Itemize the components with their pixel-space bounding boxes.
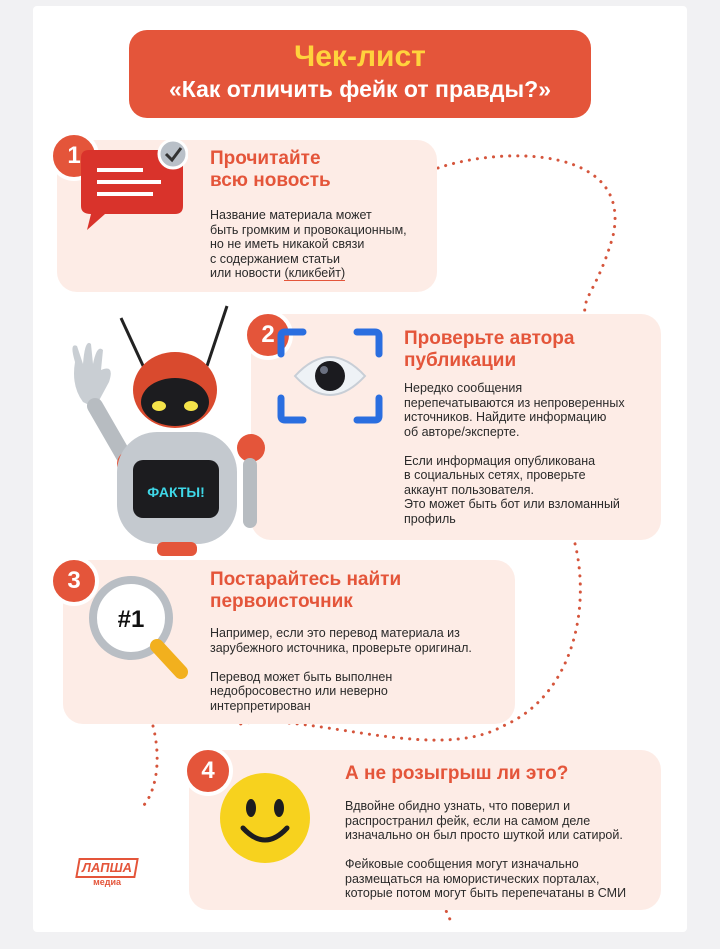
robot-illustration bbox=[55, 298, 285, 558]
step-number-3: 3 bbox=[49, 556, 99, 606]
clickbait-term: (кликбейт) bbox=[284, 266, 346, 280]
title: Чек-лист bbox=[294, 40, 426, 73]
text-4: Вдвойне обидно узнать, что поверил и распространил фейк, если на самом деле изначально он был просто шуткой или сатирой. Фейковые сообщения могут изначально размещаться на юмористических порталах, которые потом могут быть перепечатаны в СМИ bbox=[345, 799, 627, 900]
heading-4: А не розыгрыш ли это? bbox=[345, 763, 569, 784]
robot-screen-text: ФАКТЫ! bbox=[147, 484, 205, 500]
heading-3: Постарайтесь найти первоисточник bbox=[210, 569, 402, 612]
text-1-main: Название материала может быть громким и провокационным, но не иметь никакой связи с содержанием статьи или новости bbox=[210, 208, 407, 280]
text-3: Например, если это перевод материала из зарубежного источника, проверьте оригинал. Перевод может быть выполнен недобросовестно или неверно интерпретирован bbox=[210, 626, 472, 713]
logo-name: ЛАПША bbox=[75, 858, 139, 878]
text-1 bbox=[210, 208, 407, 281]
heading-1: Прочитайте всю новость bbox=[210, 148, 331, 191]
magnifier-text: #1 bbox=[117, 606, 145, 633]
text-2: Нередко сообщения перепечатываются из непроверенных источников. Найдите информацию об авторе/эксперте. Если информация опубликована в социальных сетях, проверьте аккаунт пользователя. Это может быть бот или взломанный профиль bbox=[404, 381, 625, 526]
message-icon bbox=[73, 136, 188, 236]
title-banner bbox=[129, 30, 591, 118]
lapsha-media-logo bbox=[77, 858, 137, 887]
subtitle: «Как отличить фейк от правды?» bbox=[168, 76, 551, 102]
eye-scan-icon bbox=[277, 328, 387, 428]
heading-2: Проверьте автора публикации bbox=[404, 328, 575, 371]
step-number-1: 1 bbox=[49, 131, 99, 181]
magnifier-icon bbox=[85, 574, 195, 684]
infographic-page bbox=[33, 6, 687, 932]
logo-sub: медиа bbox=[93, 877, 122, 887]
step-number-2: 2 bbox=[243, 310, 293, 360]
smiley-icon bbox=[215, 768, 315, 868]
step-number-4: 4 bbox=[183, 746, 233, 796]
